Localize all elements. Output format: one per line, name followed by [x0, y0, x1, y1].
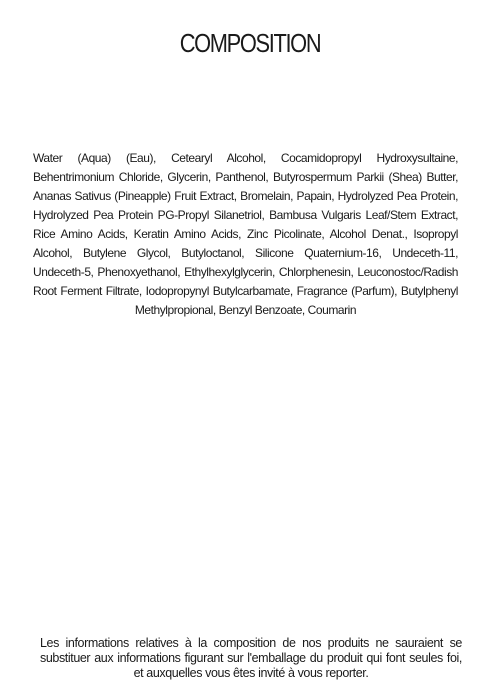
disclaimer-text: Les informations relatives à la composition de nos produits ne sauraient se substituer aux informations figurant sur l'emballage du produit qui font seules foi, et auxquelles vous êtes invité à vous reporter.	[40, 635, 462, 680]
page-title: COMPOSITION	[179, 28, 321, 58]
ingredients-list: Water (Aqua) (Eau), Cetearyl Alcohol, Cocamidopropyl Hydroxysultaine, Behentrimonium Chloride, Glycerin, Panthenol, Butyrospermum Parkii (Shea) Butter, Ananas Sativus (Pineapple) Fruit Extract, Bromelain, Papain, Hydrolyzed Pea Protein, Hydrolyzed Pea Protein PG-Propyl Silanetriol, Bambusa Vulgaris Leaf/Stem Extract, Rice Amino Acids, Keratin Amino Acids, Zinc Picolinate, Alcohol Denat., Isopropyl Alcohol, Butylene Glycol, Butyloctanol, Silicone Quaternium-16, Undeceth-11, Undeceth-5, Phenoxyethanol, Ethylhexylglycerin, Chlorphenesin, Leuconostoc/Radish Root Ferment Filtrate, Iodopropynyl Butylcarbamate, Fragrance (Parfum), Butylphenyl Methylpropional, Benzyl Benzoate, Coumarin	[33, 151, 458, 317]
